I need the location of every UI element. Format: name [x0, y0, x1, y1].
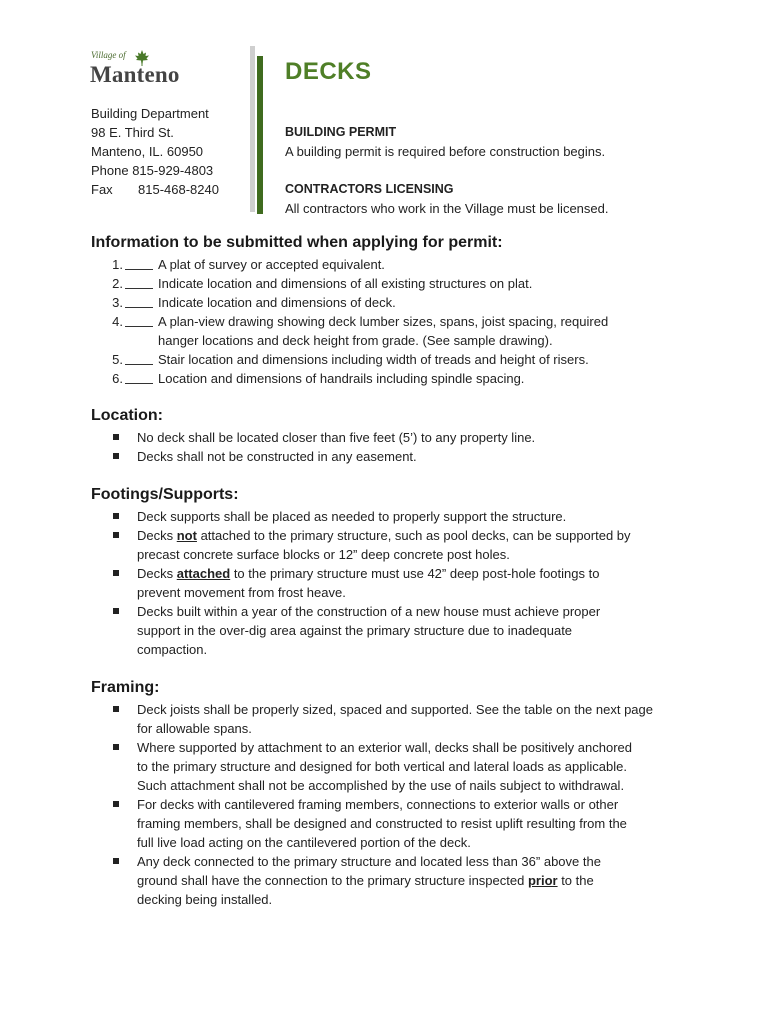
checkbox-blank-line: [125, 364, 153, 365]
item-text: A plan-view drawing showing deck lumber sizes, spans, joist spacing, required: [158, 314, 609, 329]
item-number: 1.: [112, 257, 123, 272]
list-item: [91, 255, 691, 274]
text-segment: ground shall have the connection to the primary structure inspected: [137, 873, 528, 888]
list-item: [91, 795, 691, 852]
emphasis-prior: prior: [527, 873, 558, 888]
list-item: [91, 428, 691, 447]
item-text: [137, 871, 691, 890]
list-item: [91, 293, 691, 312]
list-item: [91, 369, 691, 388]
bullet-icon: [113, 532, 119, 538]
emphasis-not: not: [176, 528, 197, 543]
framing-heading: Framing:: [91, 679, 160, 696]
checkbox-blank-line: [125, 326, 153, 327]
item-text: to the primary structure and designed for both vertical and lateral loads as applicable.: [137, 759, 627, 774]
bullet-icon: [113, 434, 119, 440]
item-text: Deck supports shall be placed as needed to properly support the structure.: [137, 509, 567, 524]
list-item: [91, 700, 691, 738]
item-text: Deck joists shall be properly sized, spaced and supported. See the table on the next page: [137, 702, 653, 717]
item-text: Where supported by attachment to an exterior wall, decks shall be positively anchored: [137, 740, 632, 755]
bullet-icon: [113, 453, 119, 459]
location-list: [91, 428, 691, 466]
item-text: prevent movement from frost heave.: [137, 585, 346, 600]
list-item: [91, 350, 691, 369]
text-segment: to the primary structure must use 42” deep post-hole footings to: [230, 566, 600, 581]
checkbox-blank-line: [125, 307, 153, 308]
list-item: [91, 507, 691, 526]
item-text: A plat of survey or accepted equivalent.: [158, 257, 385, 272]
checkbox-blank-line: [125, 288, 153, 289]
department-address: [91, 104, 219, 199]
item-text: [137, 526, 691, 545]
building-permit-text: A building permit is required before construction begins.: [285, 144, 606, 159]
contractors-licensing-heading: CONTRACTORS LICENSING: [285, 182, 454, 196]
building-permit-block: [285, 123, 605, 161]
item-text: support in the over-dig area against the primary structure due to inadequate: [137, 623, 573, 638]
building-permit-heading: BUILDING PERMIT: [285, 125, 397, 139]
fax-number: 815-468-8240: [138, 182, 219, 197]
logo-village-of: Village of: [91, 50, 126, 60]
list-item: [91, 852, 691, 909]
fax-row: [91, 180, 219, 199]
location-heading: Location:: [91, 407, 163, 424]
street-address: 98 E. Third St.: [91, 125, 174, 140]
footings-list: [91, 507, 691, 659]
item-text: [137, 564, 691, 583]
list-item: [91, 738, 691, 795]
list-item: [91, 312, 691, 350]
item-text: Stair location and dimensions including width of treads and height of risers.: [158, 352, 589, 367]
bullet-icon: [113, 744, 119, 750]
item-text: framing members, shall be designed and constructed to resist uplift resulting from the: [137, 816, 627, 831]
framing-list: [91, 700, 691, 909]
item-text: full live load acting on the cantilevered portion of the deck.: [137, 835, 471, 850]
list-item: [91, 564, 691, 602]
text-segment: attached to the primary structure, such as pool decks, can be supported by: [196, 528, 631, 543]
text-segment: Decks: [137, 566, 177, 581]
logo-manteno: Manteno: [90, 62, 180, 87]
item-number: 5.: [112, 352, 123, 367]
permit-info-list: [91, 255, 691, 388]
list-item: [91, 274, 691, 293]
item-text: Location and dimensions of handrails including spindle spacing.: [158, 371, 525, 386]
text-segment: Decks: [137, 528, 177, 543]
page-title: DECKS: [285, 58, 372, 85]
fax-label: Fax: [91, 182, 113, 197]
checkbox-blank-line: [125, 269, 153, 270]
list-item: [91, 526, 691, 564]
item-text: For decks with cantilevered framing members, connections to exterior walls or other: [137, 797, 619, 812]
item-number: 4.: [112, 314, 123, 329]
bullet-icon: [113, 570, 119, 576]
item-text: Decks built within a year of the construction of a new house must achieve proper: [137, 604, 601, 619]
city-state-zip: Manteno, IL. 60950: [91, 144, 204, 159]
item-text: Any deck connected to the primary structure and located less than 36” above the: [137, 854, 601, 869]
item-text: precast concrete surface blocks or 12” deep concrete post holes.: [137, 547, 510, 562]
item-text: Indicate location and dimensions of all existing structures on plat.: [158, 276, 533, 291]
bullet-icon: [113, 858, 119, 864]
divider-bar-grey: [250, 46, 255, 212]
text-segment: to the: [557, 873, 594, 888]
item-text: for allowable spans.: [137, 721, 252, 736]
item-text: Decks shall not be constructed in any easement.: [137, 449, 417, 464]
item-text: compaction.: [137, 642, 208, 657]
item-text: Such attachment shall not be accomplished by the use of nails subject to withdrawal.: [137, 778, 625, 793]
item-text: No deck shall be located closer than five feet (5’) to any property line.: [137, 430, 536, 445]
item-number: 3.: [112, 295, 123, 310]
permit-info-heading: Information to be submitted when applying for permit:: [91, 234, 503, 251]
footings-heading: Footings/Supports:: [91, 486, 239, 503]
bullet-icon: [113, 513, 119, 519]
department-name: Building Department: [91, 106, 209, 121]
divider-bar-green: [257, 56, 263, 214]
contractors-licensing-block: [285, 180, 608, 218]
item-text: Indicate location and dimensions of deck.: [158, 295, 396, 310]
item-text: decking being installed.: [137, 892, 273, 907]
item-number: 2.: [112, 276, 123, 291]
checkbox-blank-line: [125, 383, 153, 384]
emphasis-attached: attached: [176, 566, 231, 581]
bullet-icon: [113, 801, 119, 807]
bullet-icon: [113, 706, 119, 712]
item-text: hanger locations and deck height from grade. (See sample drawing).: [158, 333, 553, 348]
item-number: 6.: [112, 371, 123, 386]
bullet-icon: [113, 608, 119, 614]
contractors-licensing-text: All contractors who work in the Village must be licensed.: [285, 201, 609, 216]
village-logo: [90, 50, 200, 94]
phone-number: Phone 815-929-4803: [91, 163, 214, 178]
list-item: [91, 447, 691, 466]
list-item: [91, 602, 691, 659]
